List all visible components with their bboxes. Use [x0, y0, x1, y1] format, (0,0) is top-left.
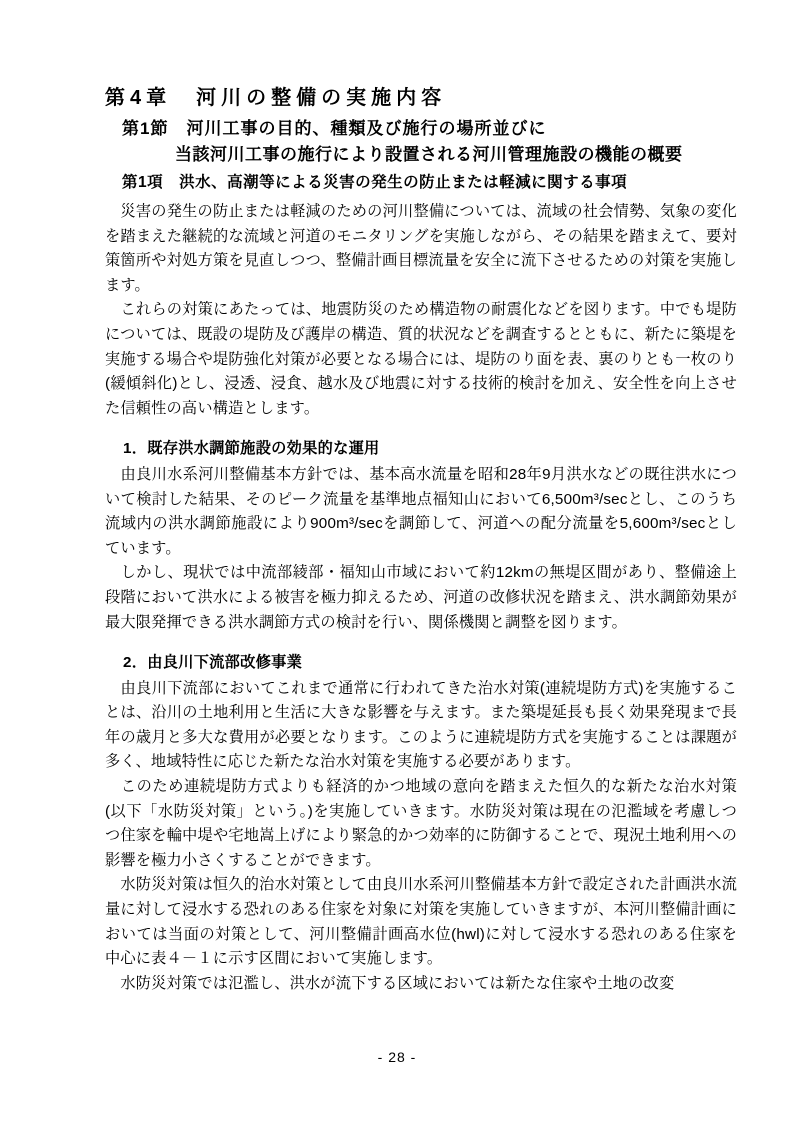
section-heading-line-1: 第1節 河川工事の目的、種類及び施行の場所並びに	[122, 119, 547, 138]
page-number: - 28 -	[377, 1049, 417, 1065]
subsection-1-heading: 1．既存洪水調節施設の効果的な運用	[123, 440, 380, 458]
subsection-2-heading: 2．由良川下流部改修事業	[123, 654, 303, 672]
section-heading-line-2: 当該河川工事の施行により設置される河川管理施設の機能の概要	[175, 145, 683, 164]
page-content	[105, 84, 737, 996]
subsection-2-paragraph-4: 水防災対策では氾濫し、洪水が流下する区域においては新たな住家や土地の改変	[105, 974, 675, 992]
subsection-1-paragraph-2: しかし、現状では中流部綾部・福知山市域において約12kmの無堤区間があり、整備途上段階において洪水による被害を極力抑えるため、河道の改修状況を踏まえ、洪水調節効果が最大限発揮できる洪水調節方式の検討を行い、関係機関と調整を図ります。	[105, 564, 737, 631]
intro-paragraph-2: これらの対策にあたっては、地震防災のため構造物の耐震化などを図ります。中でも堤防については、既設の堤防及び護岸の構造、質的状況などを調査するとともに、新たに築堤を実施する場合や堤防強化対策が必要となる場合には、堤防のり面を表、裏のりとも一枚のり(緩傾斜化)とし、浸透、浸食、越水及び地震に対する技術的検討を加え、安全性を向上させた信頼性の高い構造とします。	[105, 301, 737, 417]
subsection-2-paragraph-1: 由良川下流部においてこれまで通常に行われてきた治水対策(連続堤防方式)を実施することは、沿川の土地利用と生活に大きな影響を与えます。また築堤延長も長く効果発現まで長年の歳月と多大な費用が必要となります。このように連続堤防方式を実施することは課題が多く、地域特性に応じた新たな治水対策を実施する必要があります。	[105, 679, 737, 771]
subsection-2-paragraph-3: 水防災対策は恒久的治水対策として由良川水系河川整備基本方針で設定された計画洪水流量に対して浸水する恐れのある住家を対象に対策を実施していきますが、本河川整備計画においては当面の対策として、河川整備計画高水位(hwl)に対して浸水する恐れのある住家を中心に表４－１に示す区間において実施します。	[105, 876, 737, 968]
subsection-1-paragraph-1: 由良川水系河川整備基本方針では、基本高水流量を昭和28年9月洪水などの既往洪水について検討した結果、そのピーク流量を基準地点福知山において6,500m³/secとし、このうち流域内の洪水調節施設により900m³/secを調節して、河道への配分流量を5,600m³/secとしています。	[105, 465, 737, 557]
intro-paragraph-1: 災害の発生の防止または軽減のための河川整備については、流域の社会情勢、気象の変化を踏まえた継続的な流域と河道のモニタリングを実施しながら、その結果を踏まえて、要対策箇所や対処方策を見直しつつ、整備計画目標流量を安全に流下させるための対策を実施します。	[105, 203, 737, 294]
chapter-heading: 第4章 河川の整備の実施内容	[105, 87, 447, 109]
item-heading: 第1項 洪水、高潮等による災害の発生の防止または軽減に関する事項	[122, 174, 628, 191]
subsection-2-paragraph-2: このため連続堤防方式よりも経済的かつ地域の意向を踏まえた恒久的な新たな治水対策(以下「水防災対策」という。)を実施していきます。水防災対策は現在の氾濫域を考慮しつつ住家を輪中堤や宅地嵩上げにより緊急的かつ効率的に防御することで、現況土地利用への影響を極力小さくすることができます。	[105, 778, 737, 869]
